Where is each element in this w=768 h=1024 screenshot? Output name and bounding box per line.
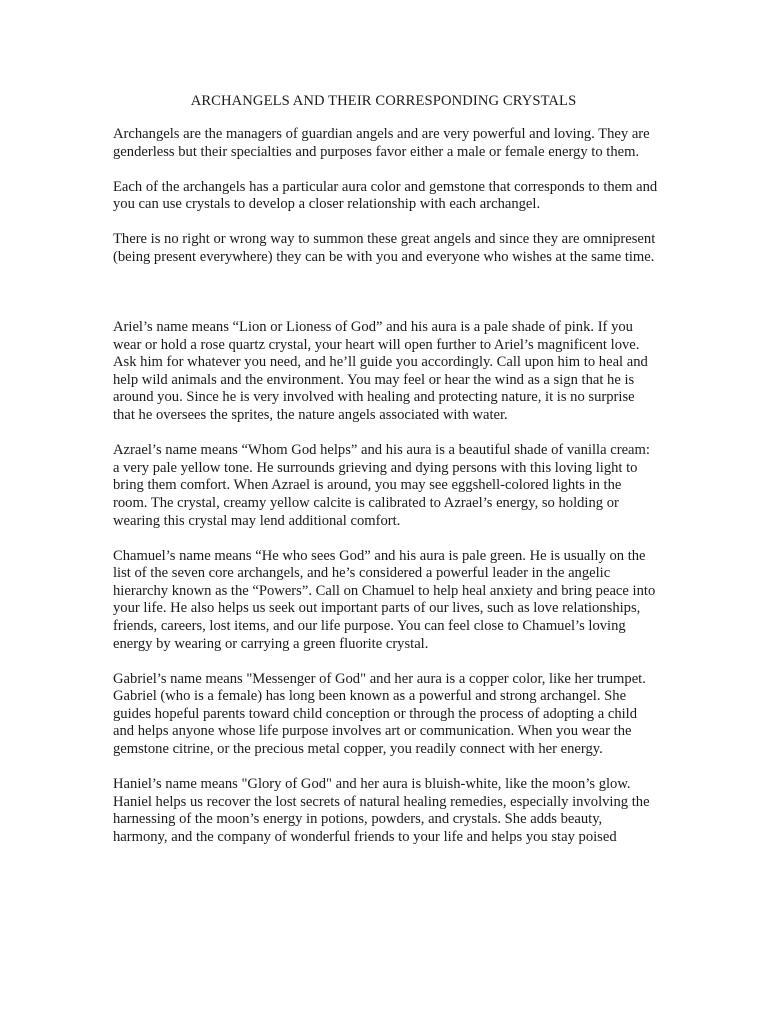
document-title: ARCHANGELS AND THEIR CORRESPONDING CRYSTALS [190,93,577,109]
page-bottom-fade [0,944,768,1024]
archangel-paragraph-chamuel: Chamuel’s name means “He who sees God” and his aura is pale green. He is usually on the list of the seven core archangels, and he’s considered a powerful leader in the angelic hierarchy known as the “Powers”. Call on Chamuel to help heal anxiety and bring peace into your life. He also helps us seek out important parts of our lives, such as love relationships, friends, careers, lost items, and our life purpose. You can feel close to Chamuel’s loving energy by wearing or carrying a green fluorite crystal. [113,547,656,652]
archangel-paragraph-ariel: Ariel’s name means “Lion or Lioness of God” and his aura is a pale shade of pink. If you wear or hold a rose quartz crystal, your heart will open further to Ariel’s magnificent love. Ask him for whatever you need, and he’ll guide you accordingly. Call upon him to heal and help wild animals and the environment. You may feel or hear the wind as a sign that he is around you. Since he is very involved with healing and protecting nature, it is no surprise that he oversees the sprites, the nature angels associated with water. [113,319,648,424]
section-spacer [113,284,658,319]
intro-paragraph-1: Archangels are the managers of guardian angels and are very powerful and loving. They are genderless but their specialties and purposes favor either a male or female energy to them. [113,126,650,160]
intro-paragraph-2: Each of the archangels has a particular aura color and gemstone that corresponds to them and you can use crystals to develop a closer relationship with each archangel. [113,178,658,213]
archangel-paragraph-azrael: Azrael’s name means “Whom God helps” and his aura is a beautiful shade of vanilla cream: a very pale yellow tone. He surrounds grieving and dying persons with this loving light to bring them comfort. When Azrael is around, you may see eggshell-colored lights in the room. The crystal, creamy yellow calcite is calibrated to Azrael’s energy, so holding or wearing this crystal may lend additional comfort. [113,442,650,529]
intro-paragraph-3: There is no right or wrong way to summon these great angels and since they are omnipresent (being present everywhere) they can be with you and everyone who wishes at the same time. [113,231,656,265]
archangel-paragraph-gabriel: Gabriel’s name means "Messenger of God" and her aura is a copper color, like her trumpet. Gabriel (who is a female) has long been known as a powerful and strong archangel. She guides hopeful parents toward child conception or through the process of adopting a child and helps anyone whose life purpose involves art or communication. When you wear the gemstone citrine, or the precious metal copper, you readily connect with her energy. [113,670,646,758]
document-body [113,126,658,864]
archangel-paragraph-haniel: Haniel’s name means "Glory of God" and her aura is bluish-white, like the moon’s glow. Haniel helps us recover the lost secrets of natural healing remedies, especially involving the harnessing of the moon’s energy in potions, powders, and crystals. She adds beauty, harmony, and the company of wonderful friends to your life and helps you stay poised [113,776,650,845]
